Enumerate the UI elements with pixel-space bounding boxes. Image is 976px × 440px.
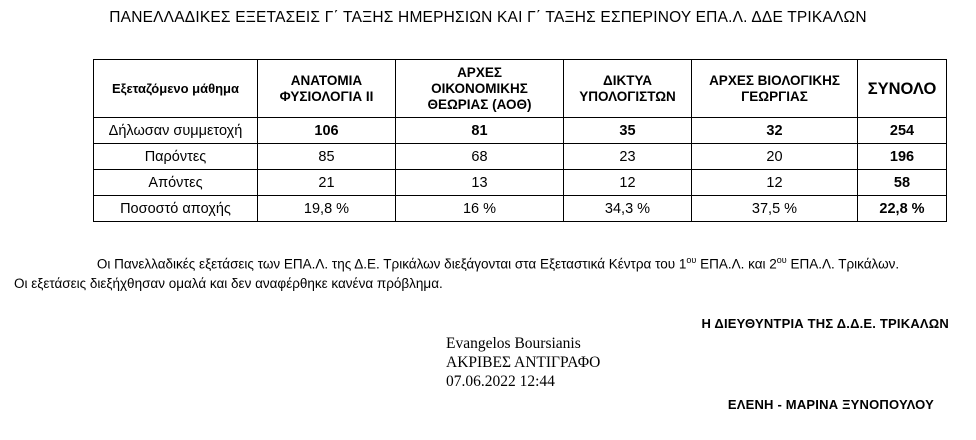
- row-label: Παρόντες: [94, 144, 258, 170]
- director-name: ΕΛΕΝΗ - ΜΑΡΙΝΑ ΞΥΝΟΠΟΥΛΟΥ: [727, 397, 934, 412]
- document-title: ΠΑΝΕΛΛΑΔΙΚΕΣ ΕΞΕΤΑΣΕΙΣ Γ΄ ΤΑΞΗΣ ΗΜΕΡΗΣΙΩΝ ΚΑΙ Γ΄ ΤΑΞΗΣ ΕΣΠΕΡΙΝΟΥ ΕΠΑ.Λ. ΔΔΕ ΤΡΙΚΑΛΩΝ: [109, 9, 867, 26]
- table-cell: 21: [258, 170, 396, 196]
- note-exam-conduct: Οι εξετάσεις διεξήχθησαν ομαλά και δεν αναφέρθηκε κανένα πρόβλημα.: [14, 276, 443, 291]
- table-cell: 35: [564, 118, 692, 144]
- table-cell: 19,8 %: [258, 196, 396, 222]
- director-title: Η ΔΙΕΥΘΥΝΤΡΙΑ ΤΗΣ Δ.Δ.Ε. ΤΡΙΚΑΛΩΝ: [701, 316, 949, 331]
- table-cell: 12: [564, 170, 692, 196]
- note-exam-centers: Οι Πανελλαδικές εξετάσεις των ΕΠΑ.Λ. της Δ.Ε. Τρικάλων διεξάγονται στα Εξεταστικά Κέντρα του $1^{o\upsilon}$ ΕΠΑ.Λ. και $2^{o\upsilon}$ ΕΠΑ.Λ. Τρικάλων.: [96, 255, 900, 272]
- signer-name: Evangelos Boursianis: [446, 335, 581, 352]
- header-subject-economics: ΑΡΧΕΣ ΟΙΚΟΝΟΜΙΚΗΣ ΘΕΩΡΙΑΣ (ΑΟΘ): [396, 60, 564, 118]
- table-row: [94, 196, 947, 222]
- exam-results-table: [93, 59, 947, 222]
- table-header-row: [94, 60, 947, 118]
- table-cell-total: 254: [858, 118, 947, 144]
- table-cell: 106: [258, 118, 396, 144]
- table-row: [94, 118, 947, 144]
- row-label: Δήλωσαν συμμετοχή: [94, 118, 258, 144]
- row-label: Ποσοστό αποχής: [94, 196, 258, 222]
- table-cell: 12: [692, 170, 858, 196]
- table-cell: 20: [692, 144, 858, 170]
- table-cell: 34,3 %: [564, 196, 692, 222]
- header-subject-anatomy: ΑΝΑΤΟΜΙΑ ΦΥΣΙΟΛΟΓΙΑ ΙΙ: [258, 60, 396, 118]
- table-cell: 37,5 %: [692, 196, 858, 222]
- table-cell-total: 58: [858, 170, 947, 196]
- signature-datetime: 07.06.2022 12:44: [446, 373, 555, 390]
- digital-signature: [446, 334, 600, 391]
- header-subject-agriculture: ΑΡΧΕΣ ΒΙΟΛΟΓΙΚΗΣ ΓΕΩΡΓΙΑΣ: [692, 60, 858, 118]
- row-label: Απόντες: [94, 170, 258, 196]
- table-row: [94, 170, 947, 196]
- table-row: [94, 144, 947, 170]
- header-subject-label: Εξεταζόμενο μάθημα: [94, 60, 258, 118]
- table-cell: 85: [258, 144, 396, 170]
- table-cell: 13: [396, 170, 564, 196]
- certified-copy-label: ΑΚΡΙΒΕΣ ΑΝΤΙΓΡΑΦΟ: [446, 354, 601, 371]
- header-subject-networks: ΔΙΚΤΥΑ ΥΠΟΛΟΓΙΣΤΩΝ: [564, 60, 692, 118]
- table-cell-total: 22,8 %: [858, 196, 947, 222]
- table-cell-total: 196: [858, 144, 947, 170]
- table-cell: 32: [692, 118, 858, 144]
- table-cell: 16 %: [396, 196, 564, 222]
- table-cell: 68: [396, 144, 564, 170]
- table-cell: 23: [564, 144, 692, 170]
- table-cell: 81: [396, 118, 564, 144]
- header-total: ΣΥΝΟΛΟ: [858, 60, 947, 118]
